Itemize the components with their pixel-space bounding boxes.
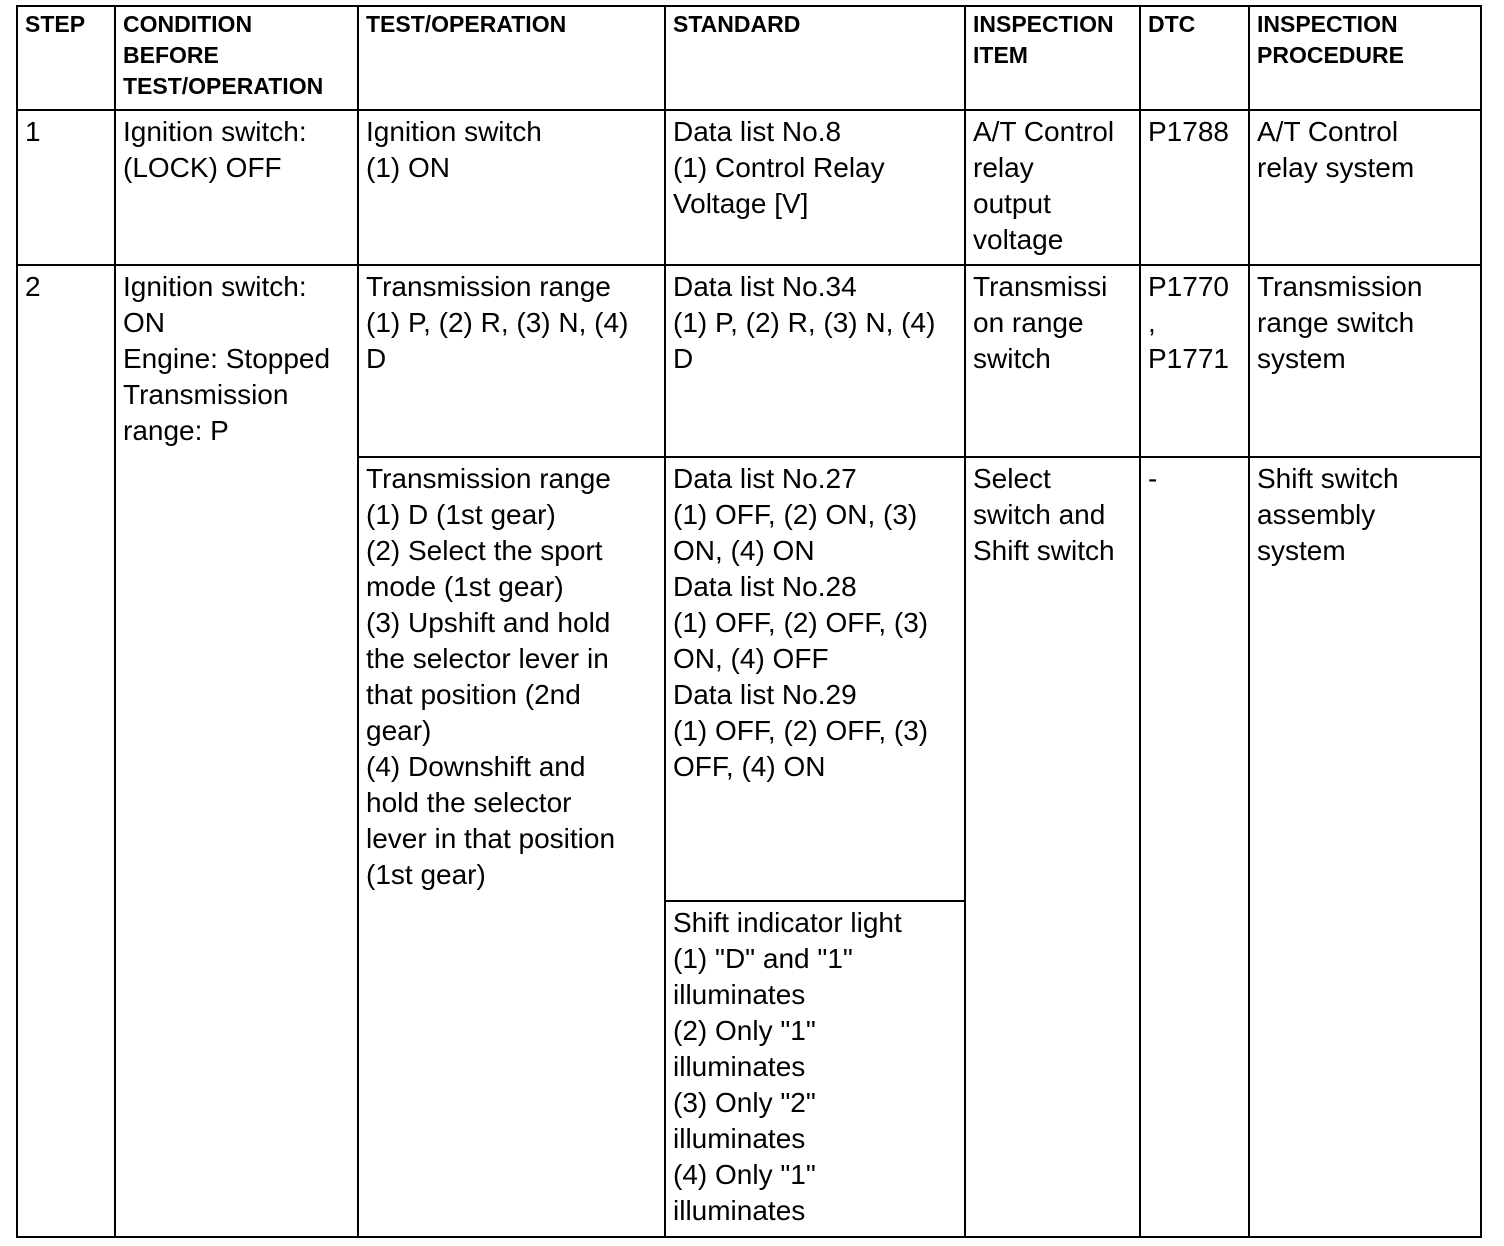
step-2a-dtc: P1770 , P1771 (1140, 265, 1249, 457)
step-2b-standard-data-list: Data list No.27 (1) OFF, (2) ON, (3) ON, (4) ON Data list No.28 (1) OFF, (2) OFF, (3) ON, (4) OFF Data list No.29 (1) OFF, (2) OFF, (3) OFF, (4) ON (665, 457, 965, 901)
step-2a-inspection-item: Transmissi on range switch (965, 265, 1140, 457)
header-inspection-procedure: INSPECTION PROCEDURE (1249, 6, 1481, 110)
step-1-dtc: P1788 (1140, 110, 1249, 265)
inspection-table (16, 5, 1482, 1238)
step-2b-dtc: - (1140, 457, 1249, 1237)
step-2b-standard-shift-indicator: Shift indicator light (1) "D" and "1" illuminates (2) Only "1" illuminates (3) Only "2" illuminates (4) Only "1" illuminates (665, 901, 965, 1237)
step-1-test-operation: Ignition switch (1) ON (358, 110, 665, 265)
step-2-condition: Ignition switch: ON Engine: Stopped Transmission range: P (115, 265, 358, 1237)
header-step: STEP (17, 6, 115, 110)
table-row-step-1 (17, 110, 1481, 265)
step-1-inspection-procedure: A/T Control relay system (1249, 110, 1481, 265)
header-inspection-item: INSPECTION ITEM (965, 6, 1140, 110)
step-2a-inspection-procedure: Transmission range switch system (1249, 265, 1481, 457)
header-dtc: DTC (1140, 6, 1249, 110)
step-1-condition: Ignition switch: (LOCK) OFF (115, 110, 358, 265)
step-2b-inspection-item: Select switch and Shift switch (965, 457, 1140, 1237)
step-1-inspection-item: A/T Control relay output voltage (965, 110, 1140, 265)
step-2-number: 2 (17, 265, 115, 1237)
table-row-step-2a (17, 265, 1481, 457)
header-condition: CONDITION BEFORE TEST/OPERATION (115, 6, 358, 110)
step-1-number: 1 (17, 110, 115, 265)
step-2b-inspection-procedure: Shift switch assembly system (1249, 457, 1481, 1237)
header-row (17, 6, 1481, 110)
step-2b-test-operation: Transmission range (1) D (1st gear) (2) Select the sport mode (1st gear) (3) Upshift and hold the selector lever in that position (2nd gear) (4) Downshift and hold the selector lever in that position (1st gear) (358, 457, 665, 1237)
header-test-operation: TEST/OPERATION (358, 6, 665, 110)
step-1-standard: Data list No.8 (1) Control Relay Voltage [V] (665, 110, 965, 265)
step-2a-standard: Data list No.34 (1) P, (2) R, (3) N, (4) D (665, 265, 965, 457)
header-standard: STANDARD (665, 6, 965, 110)
step-2a-test-operation: Transmission range (1) P, (2) R, (3) N, (4) D (358, 265, 665, 457)
